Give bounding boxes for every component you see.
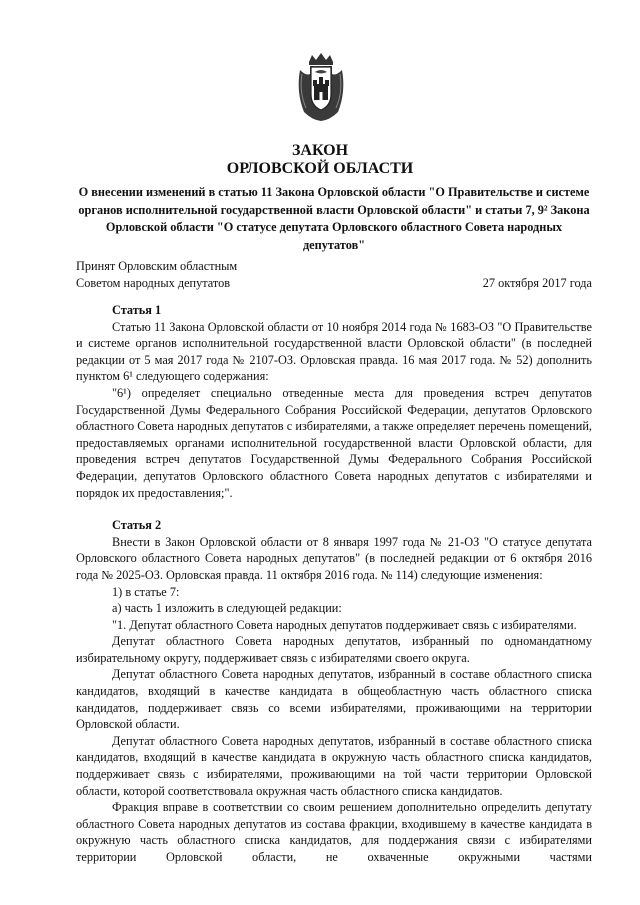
coat-of-arms-icon: [296, 52, 346, 122]
article-2-paragraph: Внести в Закон Орловской области от 8 января 1997 года № 21-ОЗ "О статусе депутата Орловского областного Совета народных депутатов" (в последней редакции от 6 октября 2016 года № 2025-ОЗ. Орловская правда. 11 октября 2016 года. № 114) следующие изменения:: [76, 534, 592, 582]
law-title: ЗАКОН: [291, 142, 349, 159]
adoption-date: 27 октября 2017 года: [482, 276, 592, 290]
law-subject: О внесении изменений в статью 11 Закона Орловской области "О Правительстве и системе органов исполнительной государственной власти Орловской области" и статьи 7, 9² Закона Орловской области "О статусе депутата Орловского областного Совета народных депутатов": [78, 185, 590, 252]
law-body: [76, 302, 592, 866]
article-2-paragraph: Депутат областного Совета народных депутатов, избранный в составе областного списка кандидатов, входящий в качестве кандидата в окружную часть областного списка кандидатов, поддерживает связь с избирателями, проживающими на той части территории Орловской области, которой соответствовала окружная часть областного списка кандидатов.: [76, 733, 592, 798]
adoption-block: [76, 258, 237, 292]
article-2-heading: Статья 2: [112, 518, 162, 533]
article-2-paragraph: 1) в статье 7:: [112, 584, 180, 599]
adoption-line-1: Принят Орловским областным: [76, 259, 238, 273]
article-1-paragraph: "6¹) определяет специально отведенные места для проведения встреч депутатов Государственной Думы Федерального Собрания Российской Федерации, депутатов Орловского областного Совета народных депутатов с избирателями, а также определяет перечень помещений, предоставляемых органами исполнительной государственной власти Орловской области, для проведения встреч депутатов Государственной Думы Федерального Собрания Российской Федерации, депутатов Орловского областного Совета народных депутатов с избирателями и порядок их предоставления;".: [76, 385, 592, 500]
region-title: ОРЛОВСКОЙ ОБЛАСТИ: [226, 160, 414, 177]
article-1-paragraph: Статью 11 Закона Орловской области от 10 ноября 2014 года № 1683-ОЗ "О Правительстве и системе органов исполнительной государственной власти Орловской области" (в последней редакции от 5 мая 2017 года № 2107-ОЗ. Орловская правда. 16 мая 2017 года. № 52) дополнить пунктом 6¹ следующего содержания:: [76, 319, 592, 384]
article-1-heading: Статья 1: [112, 303, 162, 317]
article-2-paragraph: Фракция вправе в соответствии со своим решением дополнительно определить депутату областного Совета народных депутатов из состава фракции, входившему в качестве кандидата в окружную часть областного списка кандидатов, для поддержания связи с избирателями территории Орловской области, не охваченные окружными частями: [76, 800, 592, 864]
article-2-paragraph: Депутат областного Совета народных депутатов, избранный в составе областного списка кандидатов, входящий в качестве кандидата в общеобластную часть областного списка кандидатов, поддерживает связь со всеми избирателями, проживающими на территории Орловской области.: [76, 667, 592, 732]
article-2-paragraph: а) часть 1 изложить в следующей редакции:: [112, 601, 342, 616]
adoption-line-2: Советом народных депутатов: [76, 276, 231, 290]
article-2-paragraph: Депутат областного Совета народных депутатов, избранный по одномандатному избирательному округу, поддерживает связь с избирателями своего округа.: [76, 634, 592, 665]
article-2-paragraph: "1. Депутат областного Совета народных депутатов поддерживает связь с избирателями.: [112, 617, 577, 632]
